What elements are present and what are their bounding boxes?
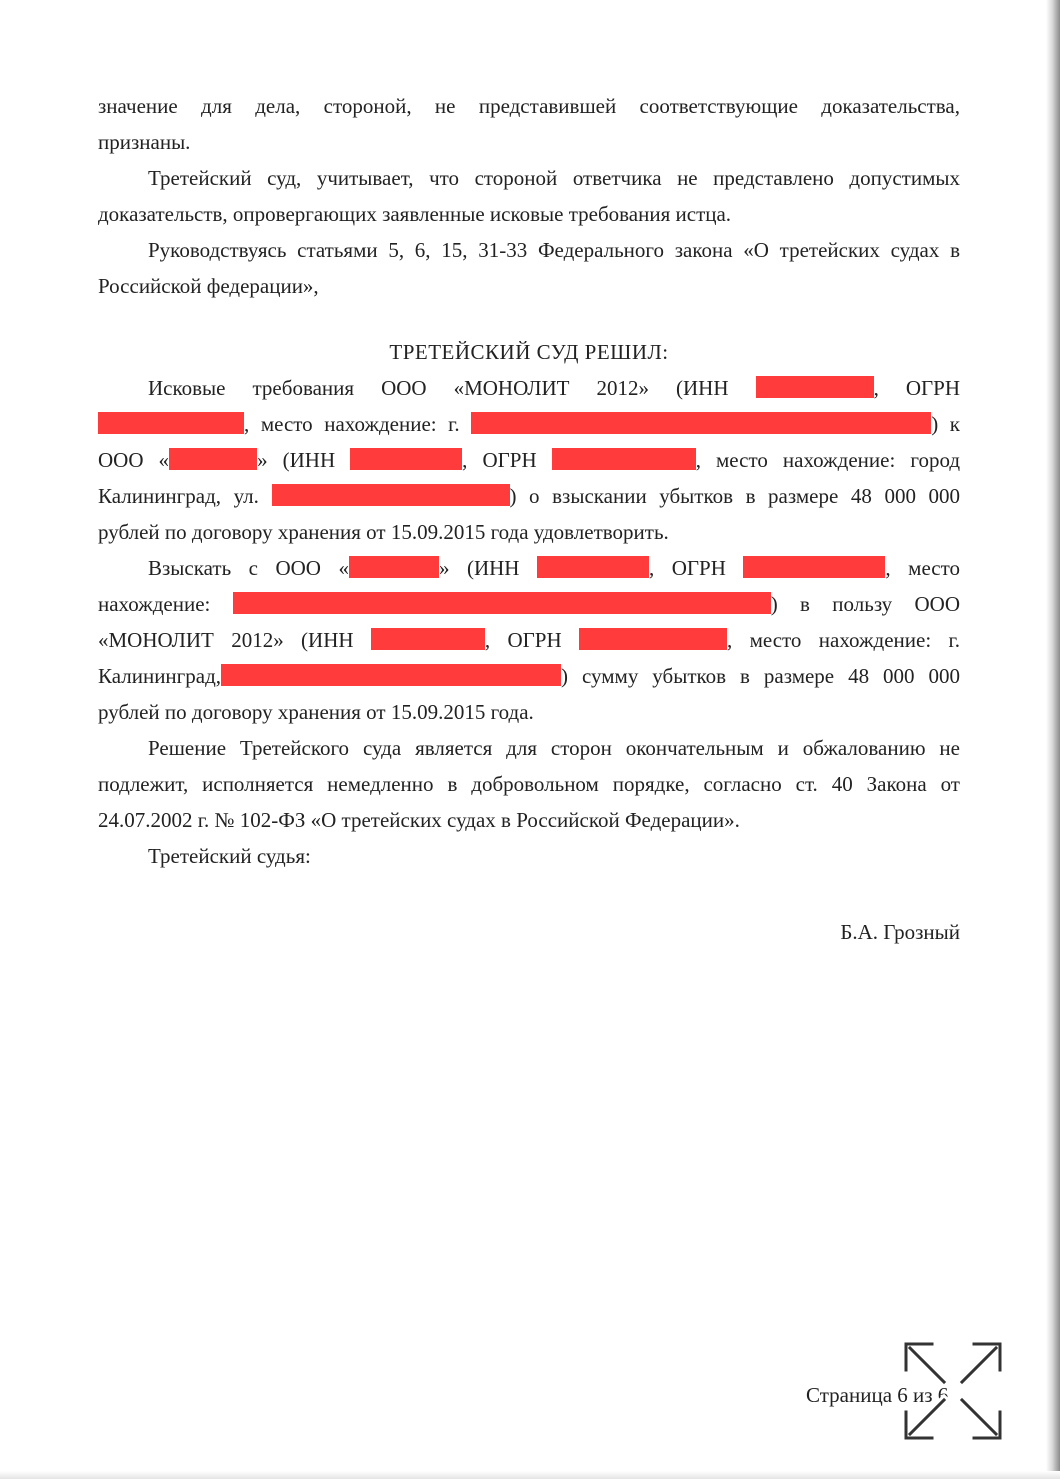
page-number: Страница 6 из 6 [806, 1383, 949, 1407]
text: Калининград, [98, 664, 222, 688]
text: рублей по договору хранения от 15.09.2015 года удовлетворить. [98, 520, 669, 544]
text: Третейский судья: [148, 844, 311, 868]
recovery-line [98, 694, 960, 730]
text: ООО « [98, 448, 170, 472]
judge-signature: Б.А. Грозный [840, 920, 960, 944]
fullscreen-expand-icon[interactable] [900, 1338, 1006, 1444]
claim-line [98, 370, 960, 406]
redaction-block [756, 376, 874, 398]
decision-heading: ТРЕТЕЙСКИЙ СУД РЕШИЛ: [389, 340, 669, 364]
redaction-block [371, 628, 485, 650]
page-edge-shadow [1046, 0, 1060, 1479]
text: , ОГРН [484, 628, 562, 652]
text: Исковые требования ООО «МОНОЛИТ 2012» (ИНН [148, 376, 729, 400]
text: Российской федерации», [98, 274, 319, 298]
text: , место нахождение: г. [244, 412, 460, 436]
paragraph-line [98, 88, 960, 124]
text: Взыскать с ООО « [148, 556, 349, 580]
text: ) к [931, 412, 960, 436]
text: Руководствуясь статьями 5, 6, 15, 31-33 Федерального закона «О третейских судах в [148, 238, 960, 262]
text: ) сумму убытков в размере 48 000 000 [561, 664, 960, 688]
paragraph-line [98, 268, 960, 304]
document-body [98, 88, 960, 874]
recovery-line [98, 550, 960, 586]
paragraph-line [98, 232, 960, 268]
final-line [98, 730, 960, 766]
text: подлежит, исполняется немедленно в добровольном порядке, согласно ст. 40 Закона от [98, 772, 960, 796]
paragraph-line [98, 160, 960, 196]
text: Третейский суд, учитывает, что стороной ответчика не представлено допустимых [148, 166, 960, 190]
redaction-block [221, 664, 561, 686]
claim-line [98, 406, 960, 442]
redaction-block [350, 448, 462, 470]
recovery-line [98, 658, 960, 694]
text: 24.07.2002 г. № 102-ФЗ «О третейских судах в Российской Федерации». [98, 808, 740, 832]
judge-label [98, 838, 960, 874]
text: » (ИНН [438, 556, 520, 580]
redaction-block [552, 448, 696, 470]
recovery-line [98, 586, 960, 622]
redaction-block [233, 592, 771, 614]
final-line [98, 802, 960, 838]
text: нахождение: [98, 592, 211, 616]
redaction-block [471, 412, 931, 434]
redaction-block [98, 412, 244, 434]
text: , ОГРН [649, 556, 726, 580]
text: , ОГРН [873, 376, 960, 400]
claim-line [98, 478, 960, 514]
text: значение для дела, стороной, не представившей соответствующие доказательства, [98, 94, 960, 118]
redaction-block [349, 556, 439, 578]
text: ) в пользу ООО [770, 592, 961, 616]
text: ) о взыскании убытков в размере 48 000 000 [509, 484, 961, 508]
paragraph-line [98, 124, 960, 160]
claim-line [98, 442, 960, 478]
text: рублей по договору хранения от 15.09.2015 года. [98, 700, 534, 724]
text: «МОНОЛИТ 2012» (ИНН [98, 628, 354, 652]
text: Калининград, ул. [98, 484, 259, 508]
redaction-block [743, 556, 885, 578]
redaction-block [579, 628, 727, 650]
text: , место нахождение: город [695, 448, 961, 472]
text: » (ИНН [257, 448, 336, 472]
text: , место [885, 556, 961, 580]
paragraph-line [98, 196, 960, 232]
redaction-block [272, 484, 510, 506]
recovery-line [98, 622, 960, 658]
text: признаны. [98, 130, 191, 154]
text: Решение Третейского суда является для сторон окончательным и обжалованию не [148, 736, 960, 760]
claim-line [98, 514, 960, 550]
redaction-block [537, 556, 649, 578]
text: , место нахождение: г. [726, 628, 960, 652]
final-line [98, 766, 960, 802]
page-bottom-shadow [0, 1471, 1060, 1479]
redaction-block [169, 448, 257, 470]
text: доказательств, опровергающих заявленные исковые требования истца. [98, 202, 732, 226]
text: , ОГРН [462, 448, 537, 472]
